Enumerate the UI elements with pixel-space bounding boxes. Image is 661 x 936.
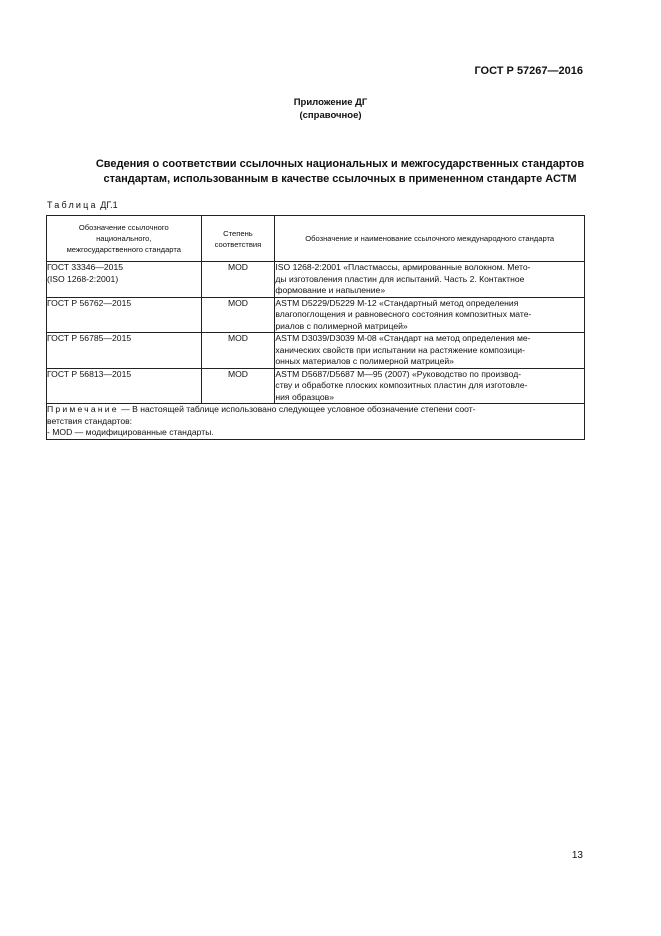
header-text: национального,	[96, 234, 152, 243]
cell-title	[275, 262, 585, 298]
header-degree	[201, 216, 275, 262]
standard-code: ГОСТ Р 56762—2015	[47, 297, 132, 308]
appendix-heading	[0, 96, 661, 122]
cell-degree: MOD	[201, 297, 275, 333]
note-text: — В настоящей таблице использовано следующее условное обозначение степени соот-	[118, 404, 476, 414]
title-line: ASTM D5687/D5687 M—95 (2007) «Руководство по производ-	[275, 368, 522, 379]
title-line: ASTM D3039/D3039 M-08 «Стандарт на метод определения ме-	[275, 333, 531, 343]
appendix-title: Приложение ДГ	[293, 97, 368, 108]
standard-code: ГОСТ 33346—2015	[47, 262, 124, 272]
standard-code: ГОСТ Р 56813—2015	[47, 368, 132, 379]
header-international-standard: Обозначение и наименование ссылочного международного стандарта	[275, 216, 585, 262]
appendix-subtitle: (справочное)	[299, 110, 362, 121]
title-line: ды изготовления пластин для испытаний. Часть 2. Контактное	[275, 273, 525, 284]
correspondence-table	[46, 215, 585, 440]
note-heading: Примечание	[47, 404, 119, 414]
cell-title	[275, 333, 585, 369]
title-line: онных материалов с полимерной матрицей»	[275, 356, 454, 366]
cell-standard	[47, 333, 202, 369]
title-line: ханических свойств при испытании на растяжение композици-	[275, 344, 525, 355]
header-text: Степень	[223, 228, 253, 238]
title-line: ния образцов»	[275, 391, 335, 402]
cell-standard	[47, 262, 202, 298]
note-line: - MOD — модифицированные стандарты.	[47, 427, 214, 437]
table-row	[47, 368, 585, 404]
cell-standard	[47, 368, 202, 404]
header-text: соответствия	[214, 239, 262, 249]
title-line: влагопоглощения и равновесного состояния композитных мате-	[275, 309, 532, 319]
table-label-word: Таблица	[47, 200, 98, 210]
table-note	[47, 404, 585, 440]
cell-title	[275, 297, 585, 333]
section-title	[50, 157, 630, 187]
cell-degree: MOD	[201, 262, 275, 298]
title-line: риалов с полимерной матрицей»	[275, 320, 408, 331]
title-line: формование и напыление»	[275, 285, 386, 295]
table-row	[47, 262, 585, 298]
section-title-line: Сведения о соответствии ссылочных национальных и межгосударственных стандартов	[95, 158, 585, 170]
header-text: Обозначение ссылочного	[78, 223, 169, 232]
standard-code: (ISO 1268-2:2001)	[47, 273, 119, 284]
title-line: ASTM D5229/D5229 M-12 «Стандартный метод определения	[275, 297, 519, 308]
title-line: ISO 1268-2:2001 «Пластмассы, армированные волокном. Мето-	[275, 262, 531, 272]
page-number: 13	[571, 850, 583, 861]
table-note-row	[47, 404, 585, 440]
document-code: ГОСТ Р 57267—2016	[474, 65, 583, 77]
header-national-standard	[47, 216, 202, 262]
section-title-line: стандартам, использованным в качестве ссылочных в примененном стандарте АСТМ	[103, 173, 577, 185]
cell-title	[275, 368, 585, 404]
header-text: межгосударственного стандарта	[66, 245, 181, 254]
table-label-number: ДГ.1	[100, 200, 118, 210]
table-header-row	[47, 216, 585, 262]
table-label	[47, 200, 118, 210]
cell-standard	[47, 297, 202, 333]
table-row	[47, 333, 585, 369]
note-line	[47, 404, 584, 416]
cell-degree: MOD	[201, 333, 275, 369]
standard-code: ГОСТ Р 56785—2015	[47, 333, 132, 343]
title-line: ству и обработке плоских композитных пластин для изготовле-	[275, 380, 528, 390]
table-row	[47, 297, 585, 333]
note-line: ветствия стандартов:	[47, 415, 133, 426]
cell-degree: MOD	[201, 368, 275, 404]
